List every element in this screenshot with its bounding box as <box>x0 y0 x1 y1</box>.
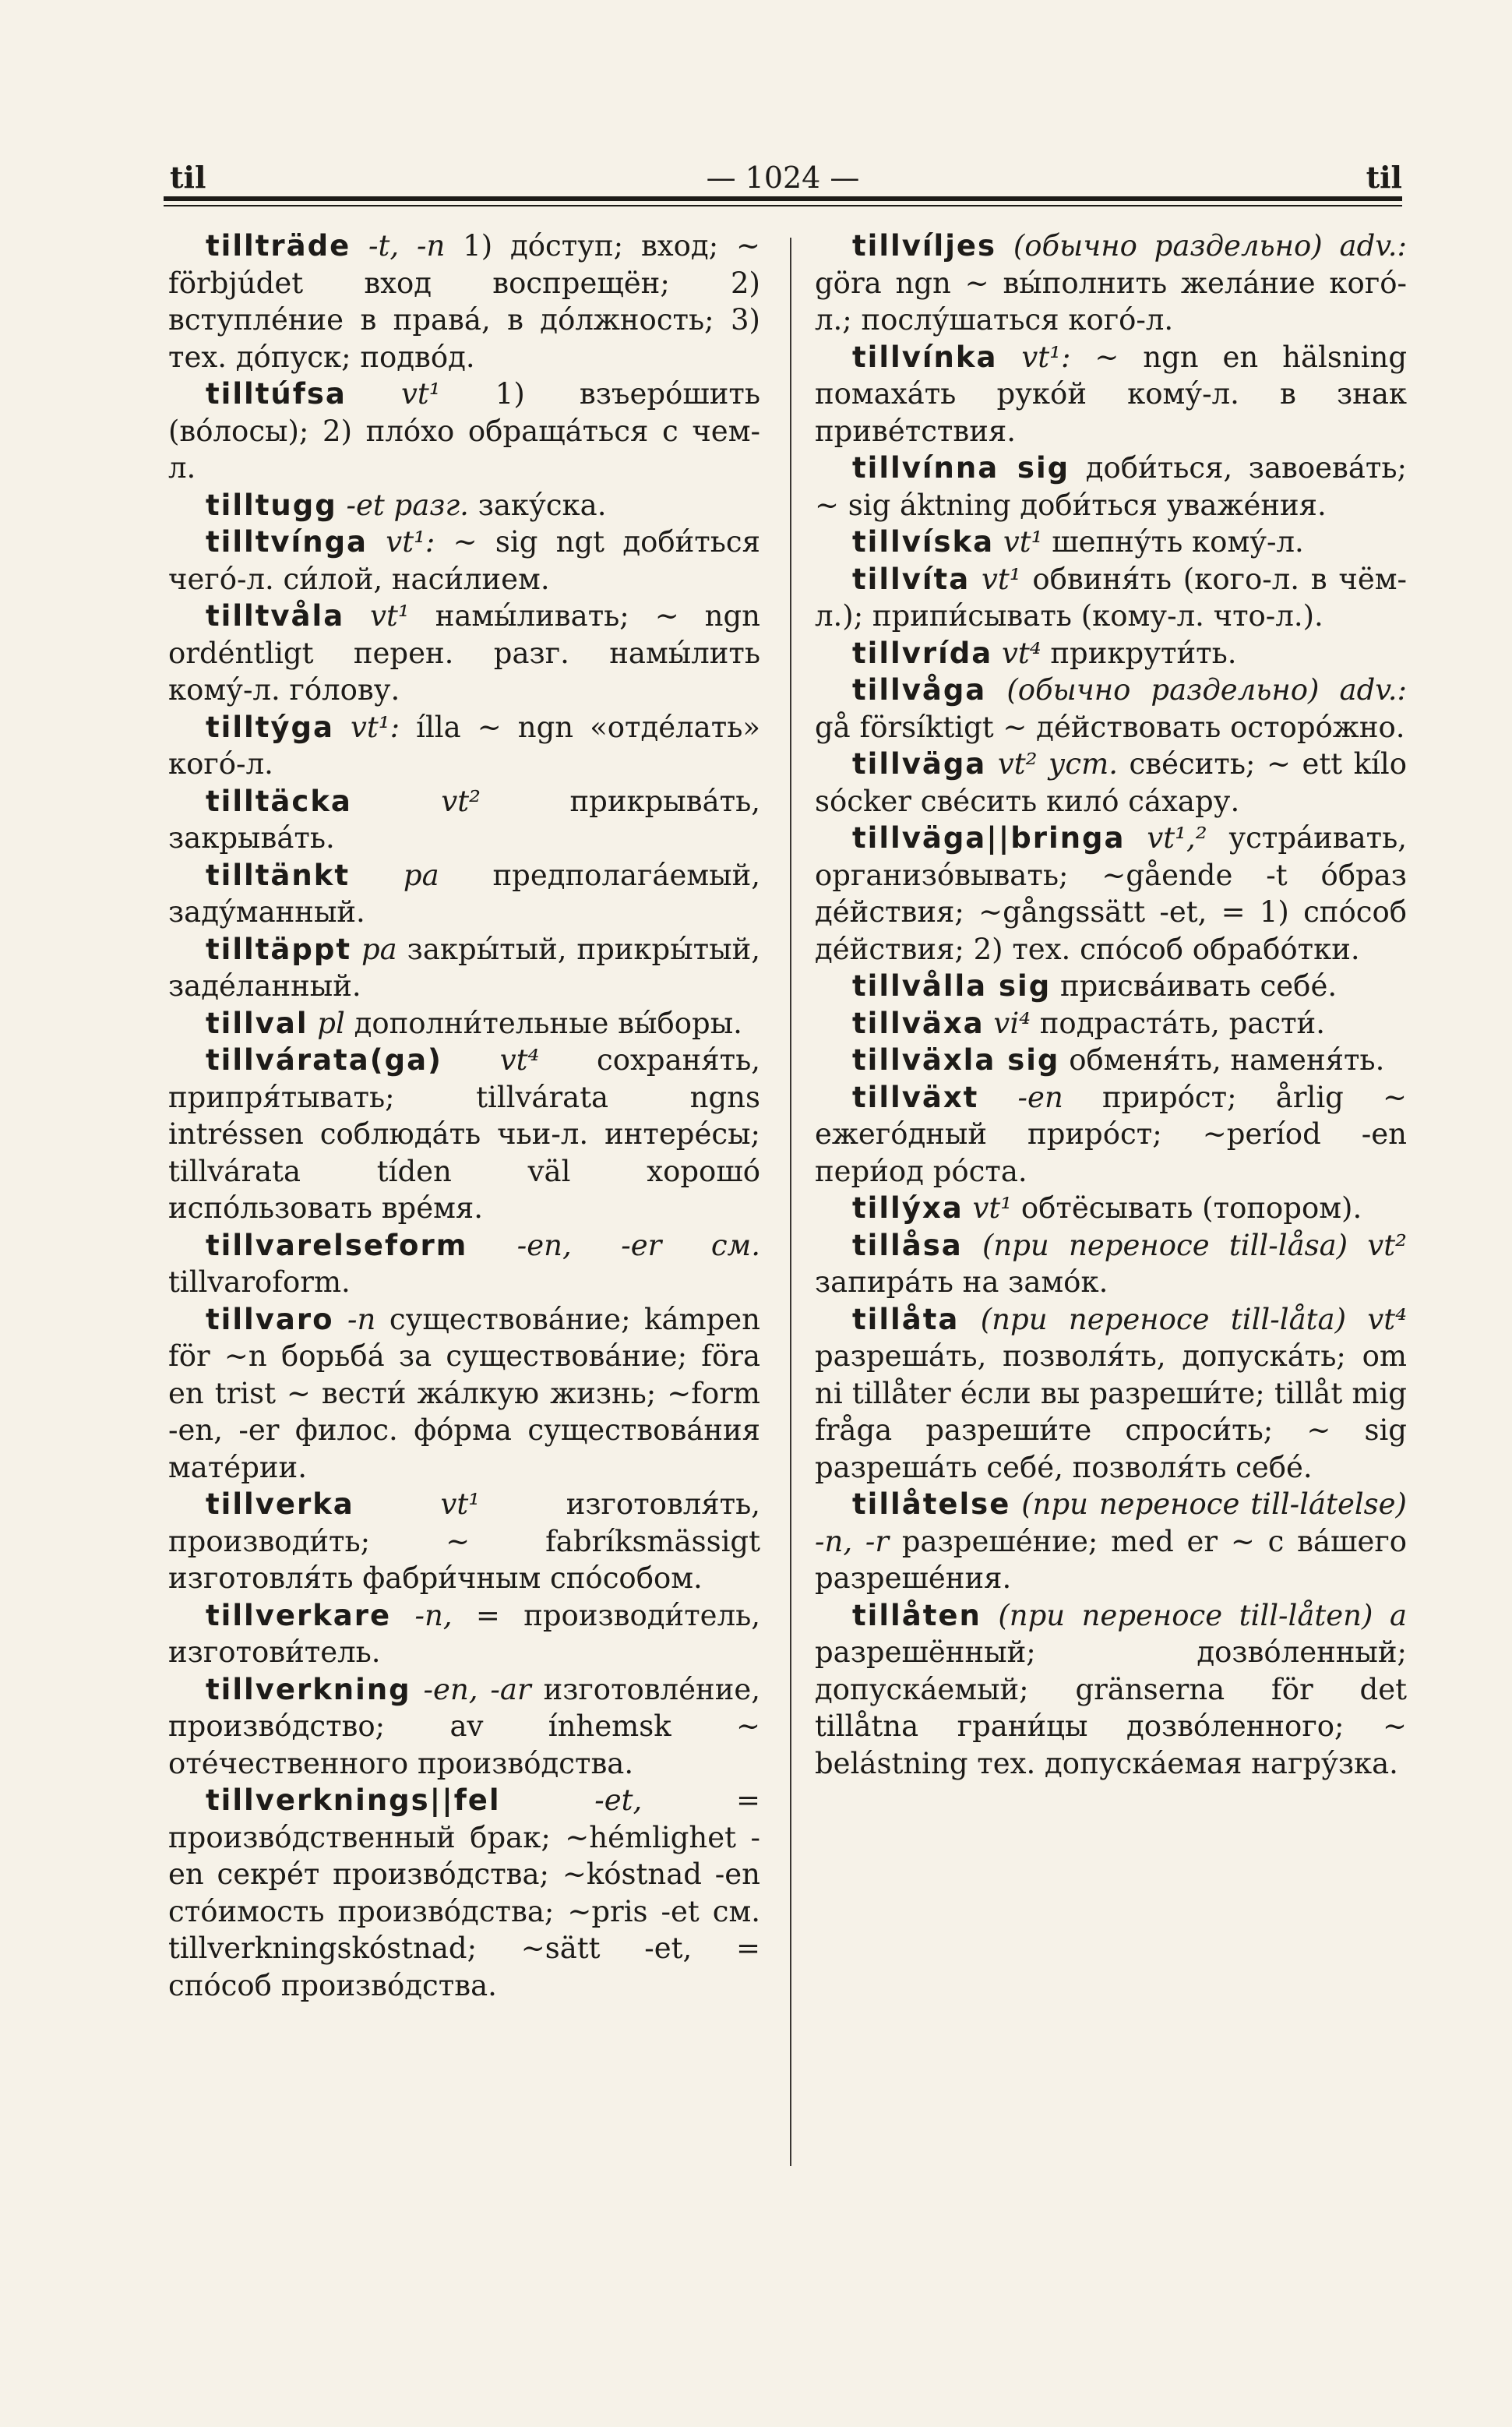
entry-grammar: vt¹ <box>440 1487 481 1521</box>
dictionary-entry <box>168 376 760 487</box>
entry-headword: tillåta <box>852 1302 960 1336</box>
dictionary-entry <box>815 1597 1407 1783</box>
entry-grammar: vt¹,² <box>1147 821 1207 855</box>
entry-grammar: pa <box>361 932 397 966</box>
dictionary-entry <box>815 339 1407 450</box>
entry-definition: шепну́ть кому́-л. <box>1052 525 1304 559</box>
entry-headword: tilltúfsa <box>206 377 347 411</box>
entry-grammar: (при переносе till-låten) a <box>998 1598 1407 1632</box>
page-number: — 1024 — <box>706 161 860 195</box>
dictionary-entry <box>815 968 1407 1005</box>
dictionary-entry <box>168 709 760 783</box>
right-column <box>815 228 1407 1782</box>
entry-definition: разрешённый; дозво́ленный; допуска́емый; gränserna för det tillåtna грани́цы дозво́ленного; ~ belástning тех. допуска́емая нагру́зка. <box>815 1635 1407 1780</box>
entry-headword: tilltugg <box>206 488 337 522</box>
entry-definition: обменя́ть, наменя́ть. <box>1069 1043 1385 1077</box>
dictionary-entry <box>815 228 1407 339</box>
entry-grammar: vt² <box>441 784 481 818</box>
entry-headword: tillåsa <box>852 1228 963 1262</box>
entry-definition: разреша́ть, позволя́ть, допуска́ть; om ni tillåter е́сли вы разреши́те; tillåt mig fråga разреши́те спроси́ть; ~ sig разреша́ть себе́, позволя́ть себе́. <box>815 1339 1407 1484</box>
entry-headword: tilltäppt <box>206 932 352 966</box>
entry-definition: намы́ливать; ~ ngn ordéntligt перен. разг. намы́лить кому́-л. го́лову. <box>168 599 761 707</box>
dictionary-entry <box>168 1042 760 1227</box>
entry-definition: прикрыва́ть, закрыва́ть. <box>168 784 761 855</box>
dictionary-entry <box>815 524 1407 561</box>
entry-grammar: vt² уст. <box>997 747 1118 781</box>
entry-definition: устра́ивать, организо́вывать; ~gående -t о́браз де́йствия; ~gångssätt -et, = 1) спо́соб де́йствия; 2) тех. спо́соб обрабо́тки. <box>815 821 1408 966</box>
entry-grammar: -en, -er см. <box>516 1228 760 1262</box>
entry-grammar: (обычно раздельно) adv.: <box>1013 229 1407 263</box>
entry-grammar: vt¹ <box>370 599 410 633</box>
column-divider <box>790 238 791 2166</box>
entry-headword: tillverkning <box>206 1672 411 1706</box>
dictionary-entry <box>168 1301 760 1487</box>
dictionary-entry <box>815 635 1407 672</box>
running-head <box>164 153 1402 203</box>
entry-grammar: pl <box>317 1006 345 1040</box>
dictionary-entry <box>168 1671 760 1783</box>
entry-grammar: vt¹: <box>1021 340 1071 374</box>
entry-grammar: -n <box>347 1302 376 1336</box>
entry-definition: подраста́ть, расти́. <box>1039 1006 1325 1040</box>
entry-grammar: vt¹ <box>1003 525 1043 559</box>
dictionary-entry <box>168 228 760 376</box>
dictionary-entry <box>815 1190 1407 1227</box>
entry-headword: tillvíljes <box>852 229 997 263</box>
dictionary-entry <box>815 672 1407 746</box>
entry-headword: tillverknings||fel <box>206 1783 501 1817</box>
entry-definition: приро́ст; årlig ~ ежего́дный приро́ст; ~períod -en пери́од ро́ста. <box>815 1080 1408 1188</box>
entry-definition: прикрути́ть. <box>1050 636 1237 670</box>
entry-definition: tillvaroform. <box>168 1265 351 1299</box>
entry-headword: tillvålla sig <box>852 969 1052 1003</box>
dictionary-entry <box>815 1486 1407 1597</box>
entry-headword: tillval <box>206 1006 308 1040</box>
dictionary-entry <box>168 487 760 524</box>
entry-definition: обвиня́ть (кого-л. в чём-л.); припи́сывать (кому-л. что-л.). <box>815 562 1408 633</box>
guide-word-right: til <box>1366 160 1402 195</box>
entry-definition: присва́ивать себе́. <box>1060 969 1338 1003</box>
entry-definition: све́сить; ~ ett kílo sócker све́сить кило́ са́хару. <box>815 747 1407 818</box>
entry-definition: закры́тый, прикры́тый, заде́ланный. <box>168 932 761 1003</box>
dictionary-entry <box>815 450 1407 524</box>
entry-headword: tillýxa <box>852 1191 964 1225</box>
entry-grammar: vi⁴ <box>993 1006 1031 1040</box>
entry-headword: tilltýga <box>206 710 334 744</box>
dictionary-entry <box>168 1782 760 2004</box>
entry-headword: tillväga||bringa <box>852 821 1126 855</box>
header-rule-thin <box>164 205 1402 206</box>
entry-headword: tillvárata(ga) <box>206 1043 442 1077</box>
dictionary-entry <box>815 820 1407 968</box>
entry-definition: запира́ть на замо́к. <box>815 1265 1108 1299</box>
entry-grammar: -en, -ar <box>423 1672 531 1706</box>
entry-grammar: -et разг. <box>346 488 469 522</box>
left-column <box>168 228 760 2004</box>
entry-definition: сохраня́ть, припря́тывать; tillvárata ngns intréssen соблюда́ть чьи-л. интере́сы; tillvárata tíden väl хорошо́ испо́льзовать вре́мя. <box>168 1043 761 1225</box>
entry-definition: дополни́тельные вы́боры. <box>354 1006 742 1040</box>
entry-headword: tilltäcka <box>206 784 352 818</box>
entry-grammar: vt¹ <box>401 377 441 411</box>
entry-headword: tillväxla sig <box>852 1043 1060 1077</box>
entry-definition: 1) взъеро́шить (во́лосы); 2) пло́хо обраща́ться с чем-л. <box>168 377 760 485</box>
entry-grammar: (при переносе till-látelse) -n, -r <box>815 1487 1407 1558</box>
dictionary-entry <box>815 561 1407 635</box>
dictionary-entry <box>168 857 760 931</box>
entry-definition: изготовле́ние, произво́дство; av ínhemsk ~ оте́чественного произво́дства. <box>168 1672 761 1780</box>
dictionary-entry <box>168 1486 760 1597</box>
dictionary-entry <box>168 598 760 709</box>
dictionary-entry <box>168 783 760 857</box>
entry-headword: tilltvåla <box>206 599 345 633</box>
entry-grammar: vt¹ <box>981 562 1021 596</box>
dictionary-entry <box>168 931 760 1005</box>
entry-definition: göra ngn ~ вы́полнить жела́ние кого́-л.; послу́шаться кого́-л. <box>815 266 1407 337</box>
entry-grammar: vt⁴ <box>1002 636 1041 670</box>
entry-headword: tillvrída <box>852 636 993 670</box>
entry-definition: 1) до́ступ; вход; ~ förbjúdet вход воспрещён; 2) вступле́ние в права́, в до́лжность; 3) тех. до́пуск; подво́д. <box>168 229 760 374</box>
entry-grammar: vt¹ <box>972 1191 1013 1225</box>
entry-headword: tillväga <box>852 747 987 781</box>
entry-definition: ~ sig ngt доби́ться чего́-л. си́лой, наси́лием. <box>168 525 760 596</box>
dictionary-entry <box>815 1042 1407 1079</box>
header-rule-thick <box>164 196 1402 201</box>
entry-headword: tillvínka <box>852 340 998 374</box>
guide-word-left: til <box>170 160 206 195</box>
dictionary-entry <box>168 1597 760 1671</box>
entry-headword: tilltänkt <box>206 858 351 892</box>
entry-headword: tillverka <box>206 1487 354 1521</box>
dictionary-entry <box>815 1227 1407 1301</box>
entry-headword: tilltvínga <box>206 525 368 559</box>
entry-headword: tillvíta <box>852 562 971 596</box>
entry-headword: tillvåga <box>852 673 987 707</box>
entry-grammar: vt¹: <box>351 710 400 744</box>
entry-headword: tillåten <box>852 1598 982 1632</box>
dictionary-entry <box>168 1005 760 1042</box>
entry-headword: tillvíska <box>852 525 995 559</box>
entry-definition: разреше́ние; med er ~ с ва́шего разреше́ния. <box>815 1524 1407 1595</box>
entry-headword: tillväxt <box>852 1080 979 1114</box>
entry-headword: tillväxa <box>852 1006 985 1040</box>
entry-grammar: (при переносе till-låsa) vt² <box>982 1228 1407 1262</box>
entry-grammar: (обычно раздельно) adv.: <box>1006 673 1407 707</box>
entry-definition: gå försíktigt ~ де́йствовать осторо́жно. <box>815 710 1405 744</box>
entry-headword: tillträde <box>206 229 351 263</box>
entry-headword: tillåtelse <box>852 1487 1011 1521</box>
dictionary-entry <box>815 1301 1407 1487</box>
entry-grammar: -n, = <box>414 1598 500 1632</box>
entry-headword: tillvínna sig <box>852 451 1070 485</box>
entry-definition: доби́ться, завоева́ть; ~ sig áktning доби́ться уваже́ния. <box>815 451 1408 522</box>
entry-definition: производи́тель, изготови́тель. <box>168 1598 760 1669</box>
entry-grammar: -et, = <box>594 1783 761 1817</box>
entry-definition: ílla ~ ngn «отде́лать» кого́-л. <box>168 710 760 781</box>
dictionary-entry <box>168 1227 760 1301</box>
entry-grammar: pa <box>403 858 439 892</box>
entry-headword: tillverkare <box>206 1598 392 1632</box>
entry-headword: tillvaro <box>206 1302 334 1336</box>
entry-headword: tillvarelseform <box>206 1228 468 1262</box>
entry-definition: ~ ngn en hälsning помаха́ть руко́й кому́-л. в знак приве́тствия. <box>815 340 1407 448</box>
entry-grammar: vt¹: <box>386 525 435 559</box>
dictionary-entry <box>815 1079 1407 1191</box>
entry-grammar: -t, -n <box>368 229 446 263</box>
dictionary-entry <box>815 746 1407 820</box>
entry-definition: произво́дственный брак; ~hémlighet -en секре́т произво́дства; ~kóstnad -en сто́имость произво́дства; ~pris -et см. tillverkningskóstnad; ~sätt -et, = спо́соб произво́дства. <box>168 1820 760 2002</box>
entry-definition: существова́ние; kámpen för ~n борьба́ за существова́ние; föra en trist ~ вести́ жа́лкую жизнь; ~form -en, -er филос. фо́рма существова́ния мате́рии. <box>168 1302 761 1484</box>
dictionary-entry <box>815 1005 1407 1042</box>
entry-definition: обтёсывать (топором). <box>1020 1191 1362 1225</box>
entry-grammar: (при переносе till-låta) vt⁴ <box>980 1302 1407 1336</box>
entry-grammar: -en <box>1017 1080 1063 1114</box>
entry-definition: изготовля́ть, производи́ть; ~ fabríksmässigt изготовля́ть фабри́чным спо́собом. <box>168 1487 761 1595</box>
entry-definition: предполага́емый, заду́манный. <box>168 858 761 929</box>
entry-definition: заку́ска. <box>478 488 607 522</box>
entry-grammar: vt⁴ <box>499 1043 540 1077</box>
dictionary-entry <box>168 524 760 598</box>
